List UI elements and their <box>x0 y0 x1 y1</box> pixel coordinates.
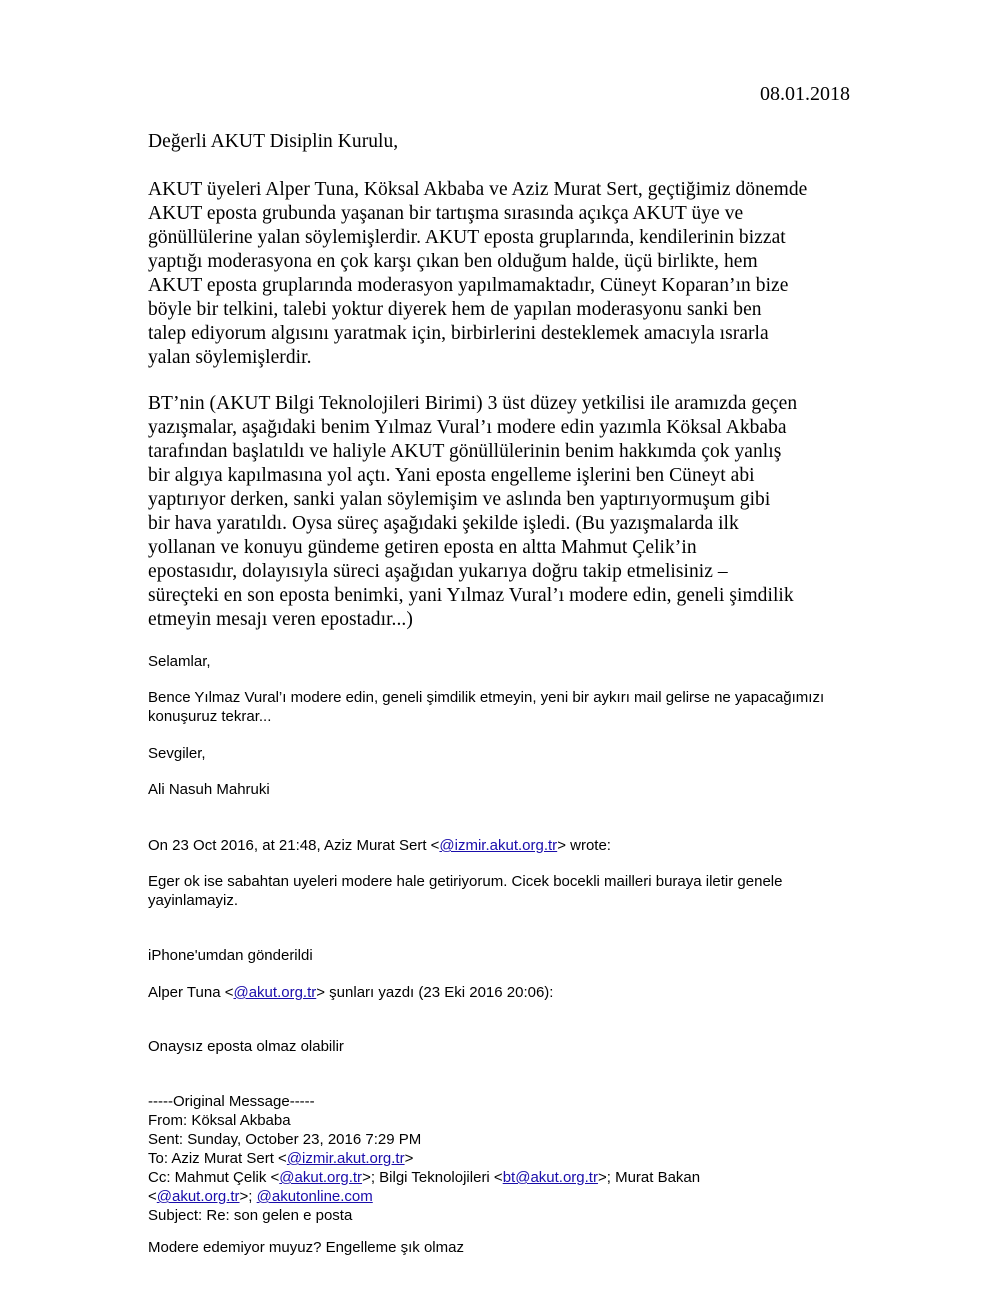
paragraph-line: böyle bir telkini, talebi yoktur diyerek hem de yapılan moderasyonu sanki ben <box>148 299 762 320</box>
paragraph-line: AKUT eposta gruplarında moderasyon yapılmamaktadır, Cüneyt Koparan’ın bize <box>148 275 789 296</box>
original-from: From: Köksal Akbaba <box>148 1112 291 1129</box>
quote-header-1 <box>148 836 868 855</box>
quote-header-text: > wrote: <box>557 837 611 854</box>
paragraph-line: yaptırıyor derken, sanki yalan söylemişim ve aslında ben yaptırıyormuşum gibi <box>148 489 771 510</box>
original-to: To: Aziz Murat Sert <@izmir.akut.org.tr> <box>148 1150 414 1167</box>
paragraph-line: talep ediyorum algısını yaratmak için, birbirlerini desteklemek amacıyla ısrarla <box>148 323 769 344</box>
email-closing: Sevgiler, <box>148 745 206 762</box>
email-link[interactable]: @akutonline.com <box>256 1188 373 1205</box>
quote-body-1 <box>148 872 868 910</box>
letter-paragraph-2 <box>148 392 860 632</box>
original-subject: Subject: Re: son gelen e posta <box>148 1207 353 1224</box>
paragraph-line: süreçteki en son eposta benimki, yani Yılmaz Vural’ı modere edin, geneli şimdilik <box>148 585 794 606</box>
email-link[interactable]: @akut.org.tr <box>156 1188 240 1205</box>
email-link[interactable]: @izmir.akut.org.tr <box>286 1150 405 1167</box>
email-link[interactable]: bt@akut.org.tr <box>502 1169 598 1186</box>
iphone-signature: iPhone'umdan gönderildi <box>148 947 313 964</box>
email-signature: Ali Nasuh Mahruki <box>148 781 270 798</box>
paragraph-line: BT’nin (AKUT Bilgi Teknolojileri Birimi) 3 üst düzey yetkilisi ile aramızda geçen <box>148 393 798 414</box>
quote-header-text: Alper Tuna < <box>148 984 234 1001</box>
letter-paragraph-1 <box>148 178 860 370</box>
email-body <box>148 688 868 726</box>
quote-header-text: On 23 Oct 2016, at 21:48, Aziz Murat Sert < <box>148 837 440 854</box>
paragraph-line: yalan söylemişlerdir. <box>148 347 312 368</box>
quote-body-line: yayinlamayiz. <box>148 892 239 909</box>
paragraph-line: yollanan ve konuyu gündeme getiren eposta en altta Mahmut Çelik’in <box>148 537 697 558</box>
quote-body-line: Eger ok ise sabahtan uyeleri modere hale getiriyorum. Cicek bocekli mailleri buraya iletir genele <box>148 873 783 890</box>
paragraph-line: bir hava yaratıldı. Oysa süreç aşağıdaki şekilde işledi. (Bu yazışmalarda ilk <box>148 513 739 534</box>
quote-body-2: Onaysız eposta olmaz olabilir <box>148 1038 344 1055</box>
letter-date: 08.01.2018 <box>760 83 850 105</box>
paragraph-line: etmeyin mesajı veren epostadır...) <box>148 609 413 630</box>
original-separator: -----Original Message----- <box>148 1093 315 1110</box>
email-link[interactable]: @izmir.akut.org.tr <box>439 837 558 854</box>
paragraph-line: epostasıdır, dolayısıyla süreci aşağıdan yukarıya doğru takip etmelisiniz – <box>148 561 728 582</box>
paragraph-line: yaptığı moderasyona en çok karşı çıkan ben olduğum halde, üçü birlikte, hem <box>148 251 758 272</box>
original-cc: Cc: Mahmut Çelik <@akut.org.tr>; Bilgi Teknolojileri <bt@akut.org.tr>; Murat Bakan <box>148 1169 701 1186</box>
email-link[interactable]: @akut.org.tr <box>279 1169 363 1186</box>
paragraph-line: gönüllülerine yalan söylemişlerdir. AKUT eposta gruplarında, kendilerinin bizzat <box>148 227 786 248</box>
paragraph-line: yazışmalar, aşağıdaki benim Yılmaz Vural’ı modere edin yazımla Köksal Akbaba <box>148 417 787 438</box>
email-body-line: konuşuruz tekrar... <box>148 708 272 725</box>
paragraph-line: AKUT eposta grubunda yaşanan bir tartışma sırasında açıkça AKUT üye ve <box>148 203 744 224</box>
letter-salutation: Değerli AKUT Disiplin Kurulu, <box>148 131 399 152</box>
email-greeting: Selamlar, <box>148 653 211 670</box>
paragraph-line: tarafından başlatıldı ve haliyle AKUT gönüllülerinin benim hakkımda çok yanlış <box>148 441 782 462</box>
quote-header-text: > şunları yazdı (23 Eki 2016 20:06): <box>316 984 554 1001</box>
original-message-header <box>148 1092 868 1225</box>
email-body-line: Bence Yılmaz Vural’ı modere edin, geneli şimdilik etmeyin, yeni bir aykırı mail gelirse ne yapacağımızı <box>148 689 825 706</box>
email-link[interactable]: @akut.org.tr <box>233 984 317 1001</box>
original-message-body: Modere edemiyor muyuz? Engelleme şık olmaz <box>148 1239 464 1256</box>
paragraph-line: AKUT üyeleri Alper Tuna, Köksal Akbaba ve Aziz Murat Sert, geçtiğimiz dönemde <box>148 179 808 200</box>
original-cc-continued: <@akut.org.tr>; @akutonline.com <box>148 1188 373 1205</box>
original-sent: Sent: Sunday, October 23, 2016 7:29 PM <box>148 1131 422 1148</box>
quote-header-2 <box>148 983 868 1002</box>
paragraph-line: bir algıya kapılmasına yol açtı. Yani eposta engelleme işlerini ben Cüneyt abi <box>148 465 755 486</box>
